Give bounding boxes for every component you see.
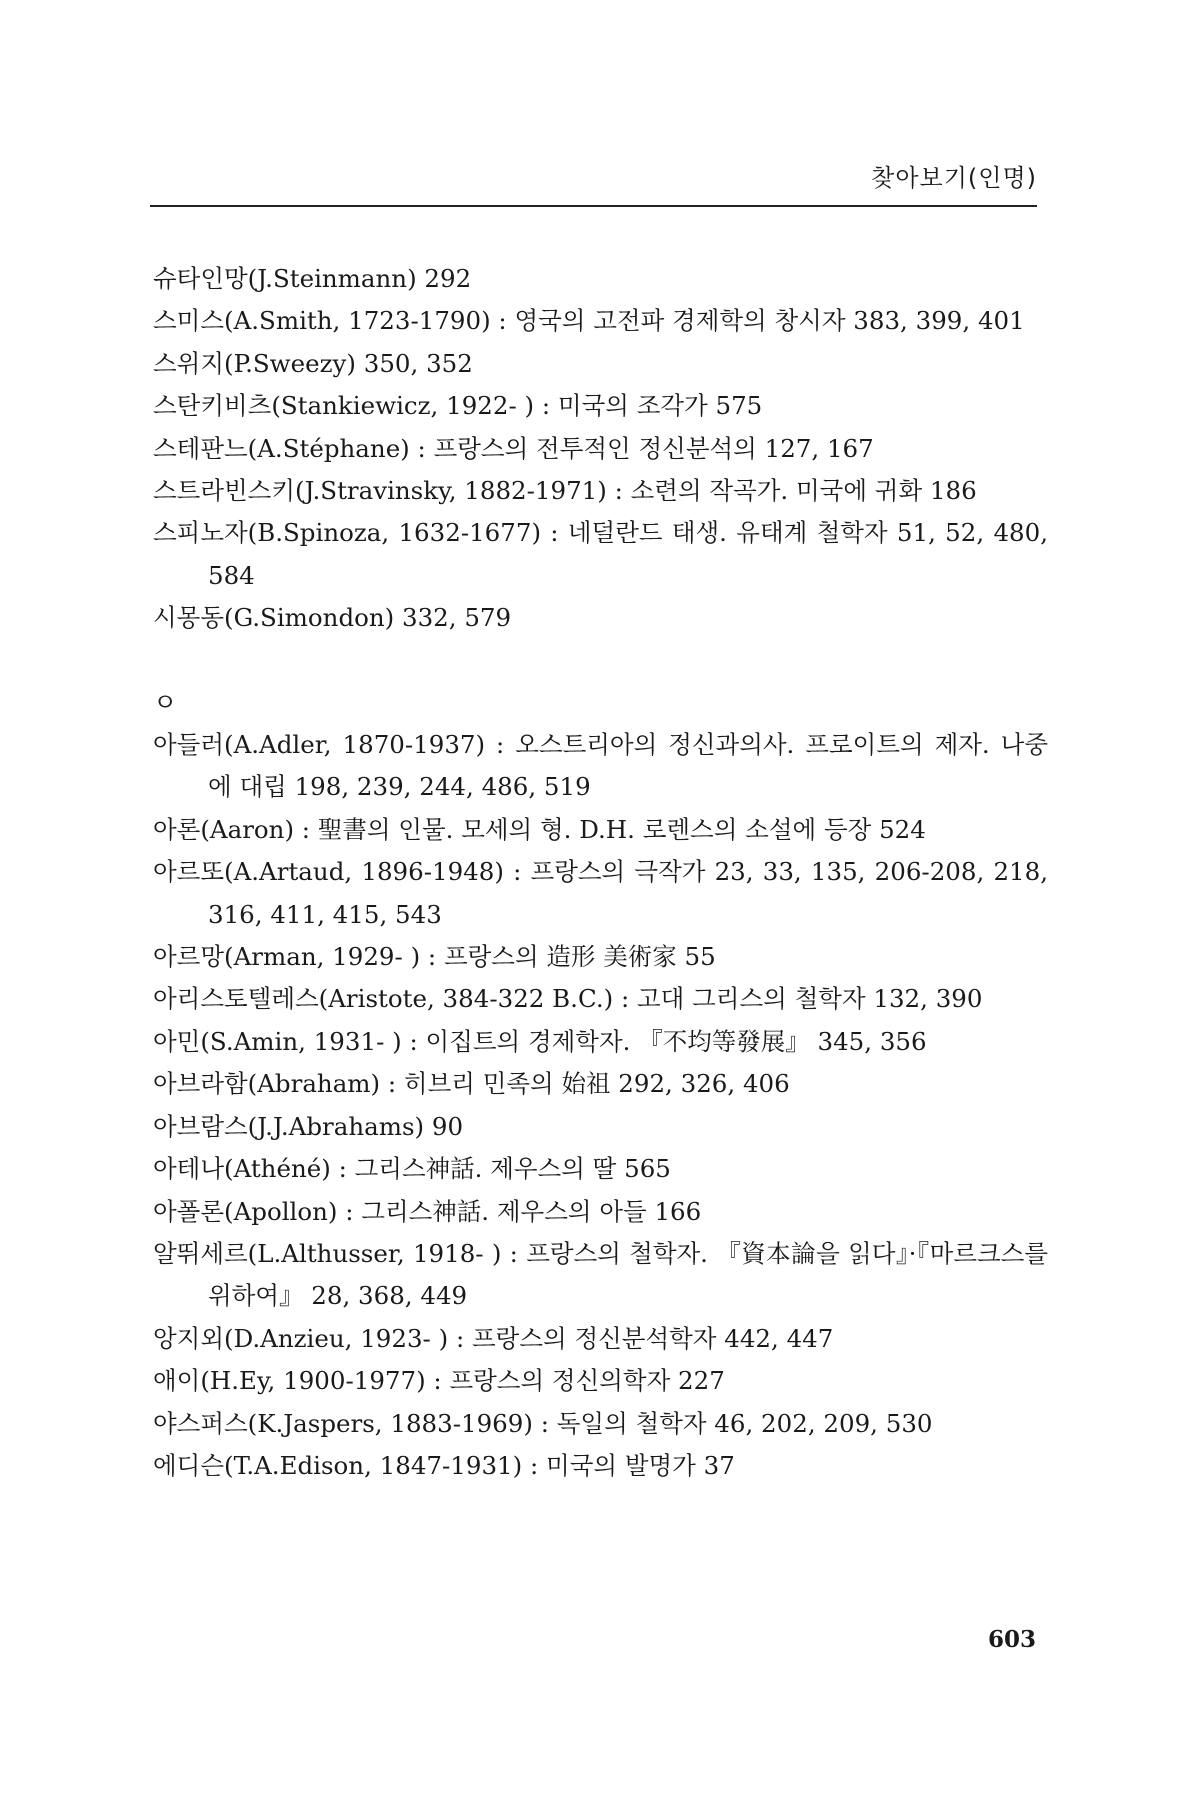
entry-detail: (Stankiewicz, 1922- ) : 미국의 조각가 575	[271, 391, 763, 421]
page-number: 603	[987, 1626, 1036, 1653]
entry-name: 야스퍼스	[153, 1408, 248, 1438]
index-entry	[153, 597, 1048, 639]
entry-name: 스테판느	[153, 433, 248, 463]
entry-detail: (G.Simondon) 332, 579	[224, 603, 512, 633]
entry-detail: (P.Sweezy) 350, 352	[224, 348, 473, 378]
entry-detail: (J.Stravinsky, 1882-1971) : 소련의 작곡가. 미국에 귀화 186	[295, 476, 977, 506]
entry-name: 아리스토텔레스	[153, 984, 319, 1014]
index-entry	[153, 1148, 1048, 1190]
entry-name: 스피노자	[153, 518, 248, 548]
index-entry	[153, 428, 1048, 470]
entry-detail: (H.Ey, 1900-1977) : 프랑스의 정신의학자 227	[200, 1366, 725, 1396]
entry-name: 아테나	[153, 1154, 225, 1184]
header-rule	[150, 205, 1037, 207]
index-entries	[153, 258, 1048, 1487]
index-entry	[153, 1233, 1048, 1318]
index-entry	[153, 1318, 1048, 1360]
entry-name: 슈타인망	[153, 264, 248, 293]
entry-name: 아브라함	[153, 1069, 248, 1099]
index-entry	[153, 1360, 1048, 1402]
index-entry	[153, 936, 1048, 978]
index-entry	[153, 300, 1048, 342]
section-letter: ㅇ	[153, 687, 178, 717]
entry-detail: (J.Steinmann) 292	[247, 264, 472, 293]
entry-name: 앙지외	[153, 1323, 225, 1353]
index-entry	[153, 1403, 1048, 1445]
index-entry	[153, 724, 1048, 809]
index-entry	[153, 851, 1048, 936]
entry-detail: (T.A.Edison, 1847-1931) : 미국의 발명가 37	[224, 1450, 735, 1480]
index-entry	[153, 978, 1048, 1020]
entry-detail: (D.Anzieu, 1923- ) : 프랑스의 정신분석학자 442, 447	[224, 1323, 834, 1353]
entry-detail: (Athéné) : 그리스神話. 제우스의 딸 565	[224, 1154, 671, 1184]
entry-detail: (Aaron) : 聖書의 인물. 모세의 형. D.H. 로렌스의 소설에 등장 524	[200, 814, 926, 844]
entry-name: 애이	[153, 1366, 201, 1396]
entry-detail: (A.Adler, 1870-1937) : 오스트리아의 정신과의사. 프로이트의 제자. 나중에 대립 198, 239, 244, 486, 519	[208, 730, 1048, 802]
index-entry	[153, 258, 1048, 300]
index-entry	[153, 1106, 1048, 1148]
entry-name: 스미스	[153, 306, 225, 336]
index-entry	[153, 343, 1048, 385]
entry-name: 아르망	[153, 942, 225, 972]
entry-name: 알뛰세르	[153, 1238, 248, 1268]
entry-detail: (L.Althusser, 1918- ) : 프랑스의 철학자. 『資本論을 읽다』·『마르크스를 위하여』 28, 368, 449	[208, 1238, 1048, 1311]
index-entry	[153, 1191, 1048, 1233]
entry-name: 아폴론	[153, 1196, 225, 1226]
entry-detail: (A.Artaud, 1896-1948) : 프랑스의 극작가 23, 33, 135, 206-208, 218, 316, 411, 415, 543	[208, 857, 1048, 929]
entry-detail: (Aristote, 384-322 B.C.) : 고대 그리스의 철학자 132, 390	[318, 984, 983, 1014]
entry-name: 아론	[153, 814, 201, 844]
running-title: 찾아보기(인명)	[871, 164, 1037, 192]
entry-name: 아들러	[153, 730, 225, 760]
entry-detail: (Arman, 1929- ) : 프랑스의 造形 美術家 55	[224, 942, 716, 972]
entry-detail: (J.J.Abrahams) 90	[247, 1111, 464, 1141]
entry-name: 아민	[153, 1026, 201, 1056]
entry-detail: (Abraham) : 히브리 민족의 始祖 292, 326, 406	[247, 1069, 790, 1099]
entry-name: 아르또	[153, 857, 225, 887]
entry-detail: (S.Amin, 1931- ) : 이집트의 경제학자. 『不均等發展』 345, 356	[200, 1026, 927, 1056]
index-entry	[153, 1021, 1048, 1063]
index-entry	[153, 809, 1048, 851]
index-entry	[153, 1445, 1048, 1487]
entry-name: 스탄키비츠	[153, 391, 272, 421]
entry-detail: (A.Smith, 1723-1790) : 영국의 고전파 경제학의 창시자 383, 399, 401	[224, 306, 1025, 336]
entry-name: 에디슨	[153, 1450, 225, 1480]
index-entry	[153, 385, 1048, 427]
index-entry	[153, 512, 1048, 597]
entry-name: 스트라빈스키	[153, 476, 296, 506]
entry-detail: (Apollon) : 그리스神話. 제우스의 아들 166	[224, 1196, 702, 1226]
entry-detail: (B.Spinoza, 1632-1677) : 네덜란드 태생. 유태계 철학자 51, 52, 480, 584	[208, 518, 1048, 590]
index-entry	[153, 1063, 1048, 1105]
entry-detail: (A.Stéphane) : 프랑스의 전투적인 정신분석의 127, 167	[247, 433, 874, 463]
entry-name: 스위지	[153, 348, 225, 378]
index-entry	[153, 470, 1048, 512]
entry-detail: (K.Jaspers, 1883-1969) : 독일의 철학자 46, 202, 209, 530	[247, 1408, 933, 1438]
entry-name: 아브람스	[153, 1111, 248, 1141]
entry-name: 시몽동	[153, 603, 225, 633]
